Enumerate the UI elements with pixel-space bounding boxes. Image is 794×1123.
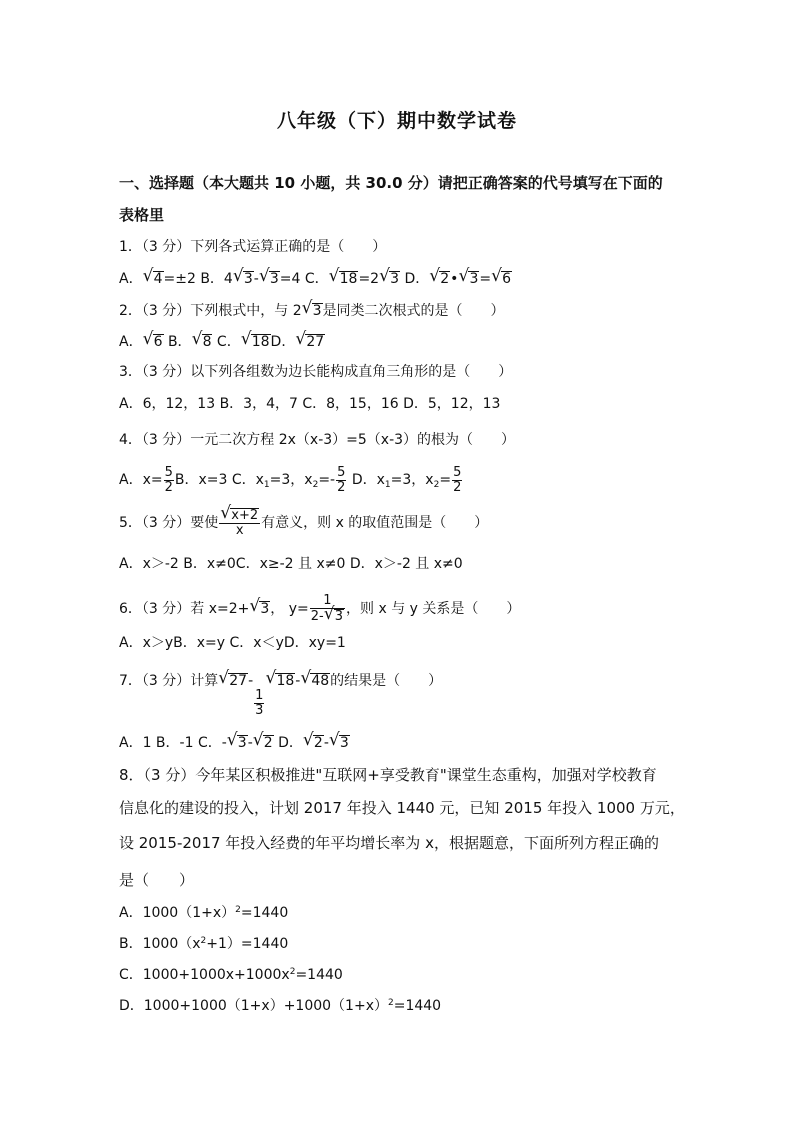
text: A． [119,334,143,350]
numerator: 5 [164,465,173,480]
radical [459,271,479,287]
question-7-options [119,735,350,751]
text: 2．（3 分）下列根式中，与 2 [119,303,302,319]
text: - [248,673,254,689]
numerator: 1 [255,688,264,703]
text: A．1 B．-1 C．- [119,735,227,751]
radical [242,334,271,350]
text: B． [163,334,192,350]
superscript: 2 [235,905,241,915]
radical [234,271,254,287]
radicand: 18 [251,334,270,350]
text: D．x [347,472,385,489]
text: =- [318,472,336,489]
question-5-stem [119,508,488,538]
radical [330,735,350,751]
denominator [310,609,345,624]
radicand: 3 [312,303,322,319]
question-1-options [119,271,512,287]
question-6-stem [119,594,520,624]
text: - [247,735,253,751]
text: 5．（3 分）要使 [119,514,219,531]
text: 2- [310,608,324,624]
denominator: 3 [255,702,264,718]
superscript: 2 [387,998,394,1008]
page-title: 八年级（下）期中数学试卷 [276,110,517,132]
question-1-stem: 1．（3 分）下列各式运算正确的是（ ） [119,239,387,255]
question-8-stem-3: 设 2015-2017 年投入经费的年平均增长率为 x，根据题意，下面所列方程正确的 [119,834,659,852]
fraction [219,508,260,538]
question-8-option-c [119,968,343,982]
radicand: x+2 [231,508,259,523]
radicand: 6 [502,271,512,287]
denominator: 2 [453,479,462,495]
question-7-stem [119,673,442,717]
question-2-stem [119,303,505,319]
fraction [164,466,174,494]
fraction [336,466,346,494]
text: ，则 x 与 y 关系是（ ） [346,600,521,617]
text: A．x= [119,472,163,489]
subscript: 1 [384,480,391,491]
radical [301,673,330,689]
fraction [310,594,345,624]
radicand: 27 [306,334,325,350]
text: =1440 [240,905,289,921]
text: 的结果是（ ） [330,673,443,689]
question-2-options [119,334,325,350]
fraction [452,466,462,494]
radical [260,271,280,287]
question-4-options [119,466,463,494]
radicand: 3 [243,271,253,287]
radical [430,271,450,287]
text: C．1000+1000x+1000x [119,967,290,983]
subscript: 2 [312,480,319,491]
text: +1）=1440 [206,936,289,952]
text: ， y= [270,600,309,617]
radicand: 18 [276,673,295,689]
text: =3，x [390,472,434,489]
question-4-stem: 4．（3 分）一元二次方程 2x（x-3）=5（x-3）的根为（ ） [119,432,516,448]
radicand: 3 [334,608,344,624]
radical [144,334,164,350]
radical [492,271,512,287]
radical [221,508,259,523]
radicand: 3 [469,271,479,287]
text: - [295,673,301,689]
radical [325,609,344,624]
text: D． [273,735,303,751]
text: =4 C． [279,271,329,287]
text: 是同类二次根式的是（ ） [322,303,505,319]
superscript: 2 [289,967,296,977]
radicand: 8 [202,334,212,350]
question-8-option-a [119,906,288,920]
question-3-stem: 3．（3 分）以下列各组数为边长能构成直角三角形的是（ ） [119,364,513,380]
radical [296,334,325,350]
text: 有意义，则 x 的取值范围是（ ） [261,514,489,531]
text: B．x=3 C．x [174,472,264,489]
text: • [450,271,459,287]
radicand: 3 [390,271,400,287]
text: =2 [358,271,380,287]
numerator: 5 [337,465,346,480]
question-6-options: A．x＞yB．x=y C．x＜yD．xy=1 [119,635,346,651]
text: =±2 B．4 [163,271,233,287]
numerator [219,508,260,524]
radical [250,601,270,617]
text: = [479,271,492,287]
radical [144,271,164,287]
question-8-stem-2: 信息化的建设的投入，计划 2017 年投入 1440 元，已知 2015 年投入 1000 万元， [119,799,685,817]
text: B．1000（x [119,936,201,952]
section-heading-cont: 表格里 [119,206,165,224]
text: =3，x [269,472,313,489]
text: - [253,271,259,287]
radical [193,334,213,350]
radical [380,271,400,287]
radicand: 48 [311,673,330,689]
radicand: 4 [153,271,163,287]
radicand: 2 [263,735,273,751]
radical [303,303,323,319]
radicand: 3 [269,271,279,287]
radicand: 27 [229,673,248,689]
text: D． [400,271,430,287]
superscript: 2 [200,936,207,946]
subscript: 1 [263,480,270,491]
radicand: 3 [260,600,270,617]
radical [228,735,248,751]
denominator: x [235,523,244,539]
text: =1440 [393,998,442,1014]
question-3-options: A．6，12，13 B．3，4，7 C．8，15，16 D．5，12，13 [119,396,501,412]
radical [219,673,248,689]
text: - [323,735,329,751]
radicand: 3 [237,735,247,751]
radicand: 6 [153,334,163,350]
text: 7．（3 分）计算 [119,673,219,689]
radicand: 2 [440,271,450,287]
radical [254,735,274,751]
text: A． [119,271,143,287]
question-8-stem-4: 是（ ） [119,871,195,889]
radical [266,673,295,689]
text: 6．（3 分）若 x=2+ [119,600,250,617]
text: = [439,472,452,489]
numerator: 5 [453,465,462,480]
radical [304,735,324,751]
question-8-stem-1: 8．（3 分）今年某区积极推进"互联网+享受教育"课堂生态重构，加强对学校教育 [119,766,657,784]
question-8-option-d [119,999,441,1013]
text: D．1000+1000（1+x）+1000（1+x） [119,998,388,1014]
text: D． [270,334,296,350]
text: =1440 [295,967,343,983]
denominator: 2 [164,479,173,495]
denominator: 2 [337,479,346,495]
radicand: 18 [339,271,358,287]
numerator: 1 [310,594,345,609]
section-heading: 一、选择题（本大题共 10 小题，共 30.0 分）请把正确答案的代号填写在下面的 [119,174,663,192]
radicand: 2 [313,735,323,751]
question-5-options: A．x＞-2 B．x≠0C．x≥-2 且 x≠0 D．x＞-2 且 x≠0 [119,556,463,572]
subscript: 2 [433,480,440,491]
fraction [254,689,264,717]
question-8-option-b [119,937,288,951]
radicand: 3 [339,735,349,751]
radical [330,271,359,287]
text: C． [212,334,241,350]
text: A．1000（1+x） [119,905,236,921]
